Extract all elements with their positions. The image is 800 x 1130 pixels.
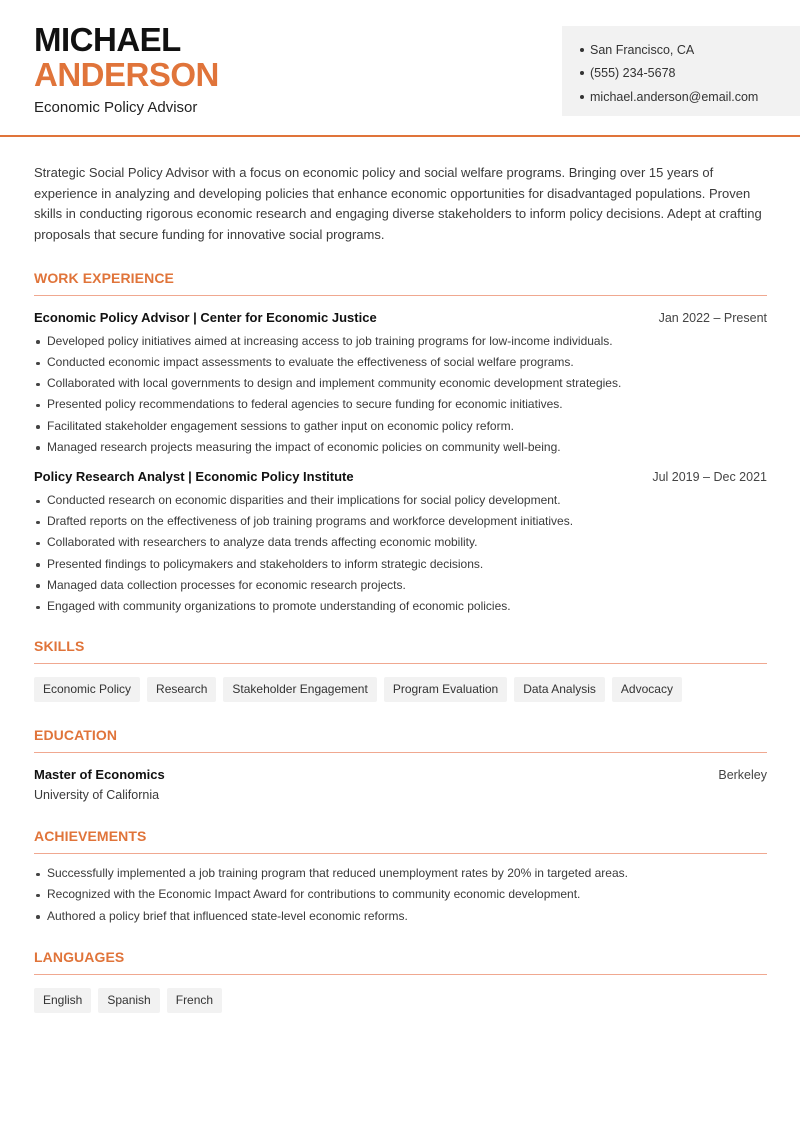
bullet-dot-icon [580,71,584,75]
skills-list [34,677,767,702]
job-dates: Jul 2019 – Dec 2021 [652,470,767,485]
candidate-name [34,22,219,92]
skill-tag: Research [147,677,216,702]
job-bullet: Conducted research on economic disparities and their implications for social policy development. [34,490,767,511]
section-title-languages: LANGUAGES [34,949,767,975]
education-location: Berkeley [718,768,767,783]
job-title: Economic Policy Advisor | Center for Economic Justice [34,309,377,325]
section-title-skills: SKILLS [34,638,767,664]
job-bullets [34,490,767,617]
language-tag: English [34,988,91,1013]
skill-tag: Advocacy [612,677,682,702]
skill-tag: Program Evaluation [384,677,507,702]
contact-location-text: San Francisco, CA [590,42,695,57]
achievement-item: Authored a policy brief that influenced state-level economic reforms. [34,906,767,927]
first-name: MICHAEL [34,21,181,58]
bullet-dot-icon [580,48,584,52]
job-bullet: Conducted economic impact assessments to evaluate the effectiveness of social welfare programs. [34,352,767,373]
bullet-dot-icon [580,95,584,99]
section-title-education: EDUCATION [34,727,767,753]
section-title-achievements: ACHIEVEMENTS [34,828,767,854]
job-dates: Jan 2022 – Present [658,310,767,325]
job-bullet: Managed data collection processes for economic research projects. [34,575,767,596]
contact-email-text: michael.anderson@email.com [590,89,759,104]
resume-body [34,163,767,1013]
achievement-item: Recognized with the Economic Impact Award for contributions to community economic development. [34,884,767,905]
job-bullet: Presented policy recommendations to federal agencies to secure funding for economic initiatives. [34,394,767,415]
job-bullet: Developed policy initiatives aimed at increasing access to job training programs for low-income individuals. [34,331,767,352]
job-bullet: Collaborated with researchers to analyze data trends affecting economic mobility. [34,532,767,553]
contact-box [562,26,800,116]
achievement-item: Successfully implemented a job training program that reduced unemployment rates by 20% in targeted areas. [34,863,767,884]
last-name: ANDERSON [34,56,219,93]
language-tag: French [167,988,222,1013]
job-entry [34,310,767,458]
job-title: Policy Research Analyst | Economic Policy Institute [34,469,354,485]
skill-tag: Stakeholder Engagement [223,677,376,702]
contact-email [580,85,800,109]
skill-tag: Data Analysis [514,677,605,702]
job-bullet: Collaborated with local governments to design and implement community economic development strategies. [34,373,767,394]
contact-location [580,38,800,62]
contact-phone [580,62,800,86]
professional-summary: Strategic Social Policy Advisor with a focus on economic policy and social welfare programs. Bringing over 15 years of experience in analyzing and developing policies that enhance economic opportunities for disadvantaged populations. Proven skills in conducting rigorous economic research and engaging diverse stakeholders to inform policy decisions. Adept at crafting proposals that secure funding for innovative social programs. [34,165,762,243]
job-bullets [34,331,767,458]
resume-header [0,0,800,137]
job-bullet: Engaged with community organizations to promote understanding of economic policies. [34,596,767,617]
job-bullet: Presented findings to policymakers and stakeholders to inform strategic decisions. [34,554,767,575]
achievements-list [34,863,767,927]
job-bullet: Drafted reports on the effectiveness of job training programs and workforce development initiatives. [34,511,767,532]
education-school: University of California [34,788,160,803]
section-title-experience: WORK EXPERIENCE [34,270,767,296]
job-bullet: Managed research projects measuring the impact of economic policies on community well-being. [34,437,767,458]
education-degree: Master of Economics [34,767,165,783]
job-bullet: Facilitated stakeholder engagement sessions to gather input on economic policy reform. [34,416,767,437]
skill-tag: Economic Policy [34,677,140,702]
job-role: Economic Policy Advisor [34,99,198,116]
languages-list [34,988,767,1013]
language-tag: Spanish [98,988,159,1013]
job-entry [34,469,767,617]
contact-phone-text: (555) 234-5678 [590,66,676,81]
education-entry [34,767,767,802]
